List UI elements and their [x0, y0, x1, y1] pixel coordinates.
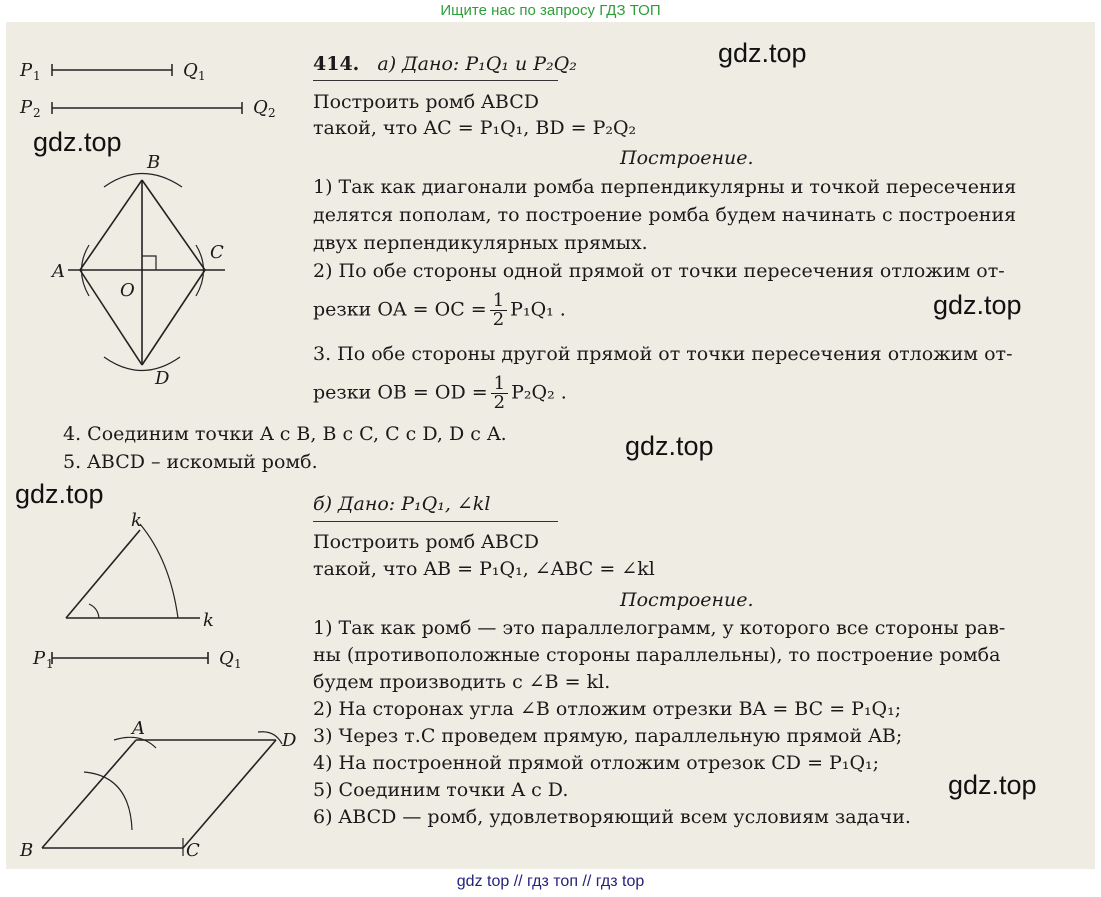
step-b-5: 5) Соединим точки A с D. [313, 779, 569, 801]
step-b-4: 4) На построенной прямой отложим отрезок CD = P₁Q₁; [313, 752, 880, 774]
label-k-bottom: k [203, 610, 214, 631]
label-q1: Q [183, 60, 198, 81]
task-a-2: такой, что AC = P₁Q₁, BD = P₂Q₂ [313, 117, 637, 139]
watermark-2: gdz.top [33, 127, 122, 157]
figure-angle-kl [0, 500, 300, 670]
label-p1: P [20, 60, 33, 81]
given-a: 414. а) Дано: P₁Q₁ и P₂Q₂ [313, 53, 577, 75]
figure-rhombus-parallelogram [0, 710, 310, 870]
given-b: б) Дано: P₁Q₁, ∠kl [313, 493, 491, 515]
rhombus-abcd [68, 174, 225, 371]
label-k-top: k [131, 510, 142, 531]
label-p2: P [20, 97, 33, 118]
step-a-3-line2: резки OB = OD = $\frac{1}{2}$ P₂Q₂ . [313, 373, 567, 413]
svg-text:1: 1 [234, 657, 242, 670]
step-a-2-line1: 2) По обе стороны одной прямой от точки пересечения отложим от- [313, 260, 1005, 282]
step-a-4: 4. Соединим точки A с B, B с C, C с D, D с A. [63, 423, 507, 445]
given-a-underline [313, 80, 558, 81]
task-a-1: Построить ромб ABCD [313, 91, 539, 113]
label-o: O [120, 280, 135, 301]
bottom-banner: gdz top // гдз топ // гдз top [456, 873, 645, 890]
step-a-1-line3: двух перпендикулярных прямых. [313, 232, 648, 254]
watermark-6: gdz.top [948, 770, 1037, 800]
label-b: B [147, 152, 161, 173]
svg-text:2: 2 [33, 106, 41, 120]
step-a-1-line2: делятся пополам, то построение ромба будем начинать с построения [313, 204, 1017, 226]
step-b-1-line1: 1) Так как ромб — это параллелограмм, у которого все стороны рав- [313, 617, 1006, 639]
svg-text:1: 1 [198, 69, 206, 83]
label-q1-b: Q [219, 648, 234, 669]
step-a-2-line2: резки OA = OC = $\frac{1}{2}$ P₁Q₁ . [313, 290, 566, 330]
svg-text:1: 1 [33, 69, 41, 83]
label-a-3: A [132, 718, 145, 739]
top-banner: Ищите нас по запросу ГДЗ ТОП [440, 2, 661, 19]
step-b-6: 6) ABCD — ромб, удовлетворяющий всем условиям задачи. [313, 806, 911, 828]
svg-text:2: 2 [268, 106, 276, 120]
construction-heading-a: Построение. [620, 147, 754, 169]
label-b-3: B [20, 840, 34, 861]
label-a: A [52, 261, 65, 282]
label-q2: Q [253, 97, 268, 118]
label-c: C [210, 242, 224, 263]
step-a-3-line1: 3. По обе стороны другой прямой от точки пересечения отложим от- [313, 343, 1013, 365]
label-p1-b: P [33, 648, 46, 669]
watermark-3: gdz.top [933, 290, 1022, 320]
fraction-one-half-2: $\frac{1}{2}$ [491, 375, 508, 412]
watermark-5: gdz.top [15, 479, 104, 509]
task-b-2: такой, что AB = P₁Q₁, ∠ABC = ∠kl [313, 558, 655, 580]
step-b-3: 3) Через т.C проведем прямую, параллельную прямой AB; [313, 725, 903, 747]
watermark-4: gdz.top [625, 431, 714, 461]
watermark-1: gdz.top [718, 38, 807, 68]
step-a-5: 5. ABCD – искомый ромб. [63, 451, 318, 473]
given-b-underline [313, 521, 558, 522]
segment-p2q2 [19, 97, 276, 120]
label-c-3: C [186, 840, 200, 861]
label-d-3: D [282, 730, 297, 751]
segment-p1q1 [19, 60, 206, 83]
figure-rhombus-diagonals [0, 0, 300, 420]
step-b-1-line2: ны (противоположные стороны параллельны), то построение ромба [313, 644, 1001, 666]
label-d: D [155, 368, 170, 389]
svg-text:1: 1 [46, 657, 54, 670]
fraction-one-half: $\frac{1}{2}$ [490, 292, 507, 329]
task-b-1: Построить ромб ABCD [313, 531, 539, 553]
step-a-1-line1: 1) Так как диагонали ромба перпендикулярны и точкой пересечения [313, 176, 1017, 198]
construction-heading-b: Построение. [620, 589, 754, 611]
step-b-2: 2) На сторонах угла ∠B отложим отрезки BA = BC = P₁Q₁; [313, 698, 902, 720]
step-b-1-line3: будем производить с ∠B = kl. [313, 671, 611, 693]
